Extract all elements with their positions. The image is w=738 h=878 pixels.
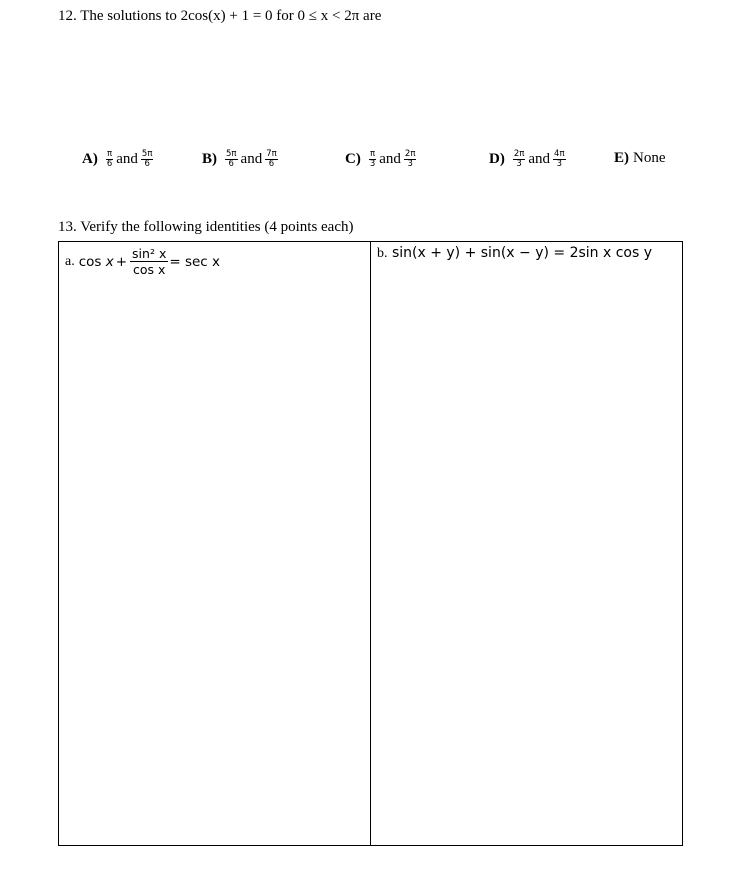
numerator: 7π	[266, 149, 277, 159]
denominator: 6	[268, 159, 275, 169]
fraction	[404, 150, 417, 169]
choice-letter: B)	[202, 151, 217, 167]
and-word: and	[116, 151, 138, 167]
numerator: 4π	[554, 149, 565, 159]
question-13-text: 13. Verify the following identities (4 points each)	[58, 219, 354, 235]
denominator: 3	[407, 159, 413, 169]
denominator: 3	[369, 159, 376, 169]
choice-letter: A)	[82, 151, 98, 167]
denominator: 3	[516, 159, 522, 169]
denominator: 3	[556, 159, 562, 169]
numerator: π	[106, 149, 113, 159]
part-label: a.	[65, 253, 75, 269]
part-label: b.	[377, 246, 388, 261]
identity-a	[65, 246, 220, 277]
fraction	[553, 150, 566, 169]
denominator: 6	[144, 159, 150, 169]
numerator: 5π	[141, 149, 153, 159]
fraction	[513, 150, 526, 169]
numerator: π	[369, 149, 376, 159]
denominator: 6	[228, 159, 234, 169]
fraction	[141, 150, 154, 169]
denominator: 6	[106, 159, 113, 169]
fraction	[369, 150, 376, 169]
numerator: 5π	[226, 149, 237, 159]
and-word: and	[240, 151, 263, 167]
fraction	[225, 150, 238, 169]
choice-d	[489, 150, 567, 169]
answer-box-b[interactable]	[370, 241, 683, 846]
rhs: = sec x	[169, 253, 220, 270]
answer-box-a[interactable]	[58, 241, 371, 846]
numerator: 2π	[513, 149, 525, 159]
answer-choices	[0, 150, 738, 190]
choice-a	[82, 150, 154, 169]
choice-text: None	[633, 150, 666, 166]
fraction	[130, 246, 168, 277]
variable: x	[105, 253, 114, 270]
choice-letter: D)	[489, 151, 505, 167]
fraction	[106, 150, 113, 169]
question-12-text: 12. The solutions to 2cos(x) + 1 = 0 for 0 ≤ x < 2π are	[58, 8, 382, 24]
choice-b	[202, 150, 279, 169]
numerator: 2π	[404, 149, 416, 159]
and-word: and	[379, 151, 401, 167]
choice-letter: C)	[345, 151, 361, 167]
plus-sign: +	[115, 253, 128, 270]
fraction	[265, 150, 278, 169]
choice-e	[614, 150, 666, 167]
denominator: cos x	[132, 262, 166, 277]
identity-b	[377, 245, 652, 262]
choice-c	[345, 150, 417, 169]
identity-expression: sin(x + y) + sin(x − y) = 2sin x cos y	[391, 245, 653, 261]
numerator: sin² x	[132, 246, 167, 261]
choice-letter: E)	[614, 150, 629, 166]
lhs-cos: cos	[78, 253, 102, 270]
and-word: and	[528, 151, 551, 167]
